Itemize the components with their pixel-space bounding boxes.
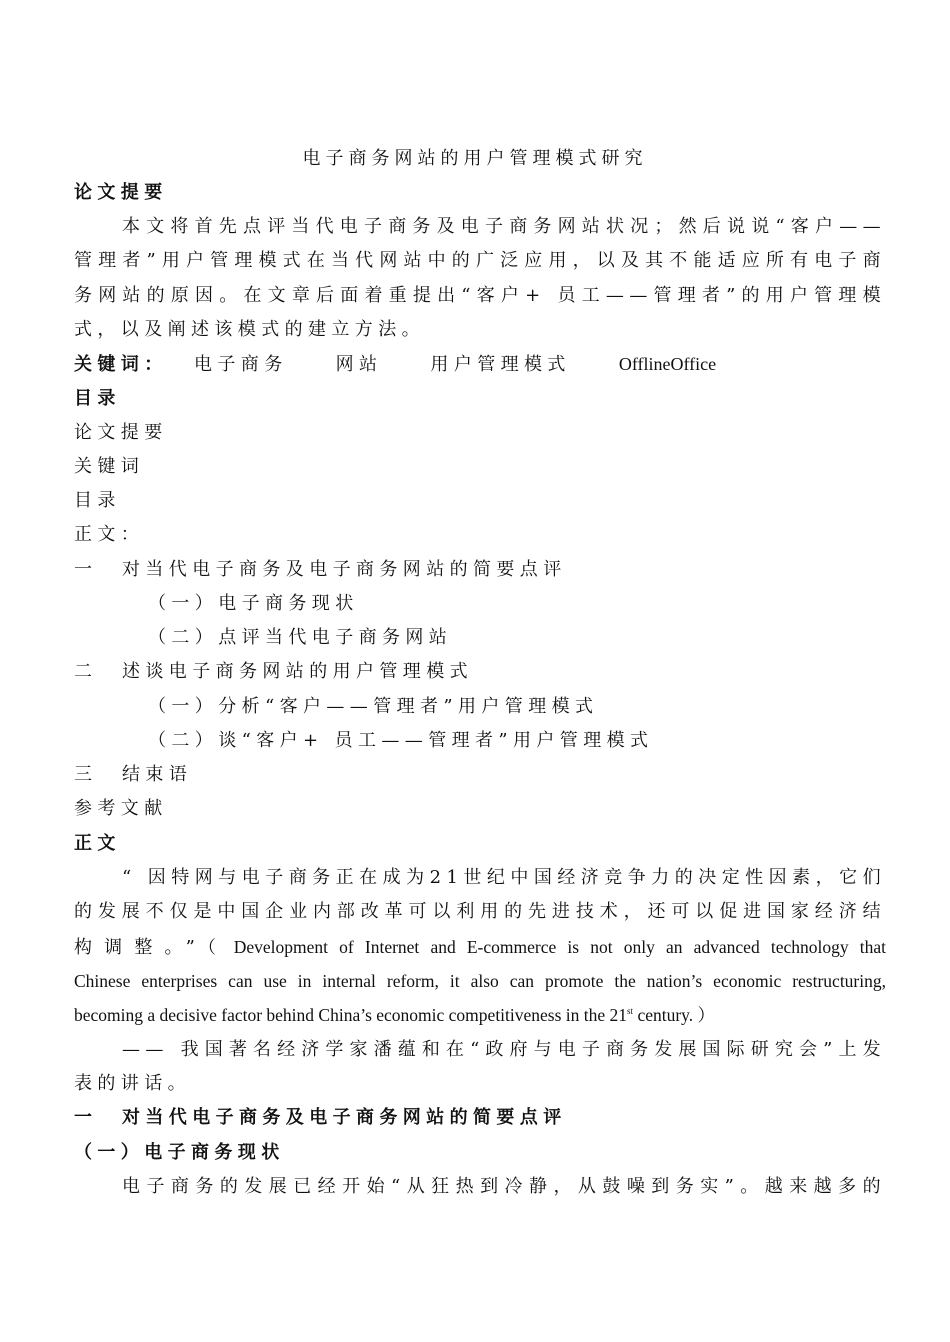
section-title: 对当代电子商务及电子商务网站的简要点评 <box>122 1107 567 1128</box>
toc-item-number: 一 <box>74 559 92 580</box>
toc-item: 关键词 <box>74 456 145 477</box>
keywords-row <box>74 352 886 377</box>
superscript: st <box>627 1006 634 1017</box>
attribution-line: 表的讲话。 <box>74 1073 191 1094</box>
toc-item-text: 对当代电子商务及电子商务网站的简要点评 <box>122 559 567 580</box>
toc-item: 论文提要 <box>74 422 168 443</box>
toc-heading: 目录 <box>74 388 121 409</box>
section-number: 一 <box>74 1107 92 1128</box>
english-text: century. ） <box>633 1005 716 1025</box>
subsection-heading: （一）电子商务现状 <box>74 1142 285 1163</box>
section-heading <box>74 1106 886 1130</box>
toc-item <box>74 558 886 582</box>
keyword: 电子商务 <box>194 354 288 375</box>
abstract-line: 本文将首先点评当代电子商务及电子商务网站状况；然后说说“客户—— <box>122 216 886 237</box>
toc-subitem: （一）分析“客户——管理者”用户管理模式 <box>148 696 599 717</box>
keyword: 用户管理模式 <box>430 354 571 375</box>
toc-item: 参考文献 <box>74 798 168 819</box>
keyword: OfflineOffice <box>618 354 717 374</box>
toc-item-number: 二 <box>74 661 92 682</box>
abstract-line: 务网站的原因。在文章后面着重提出“客户+ 员工——管理者”的用户管理模 <box>74 285 886 306</box>
toc-item-text: 述谈电子商务网站的用户管理模式 <box>122 661 473 682</box>
english-translation-start: （ Development of Internet and E-commerce is not only an advanced technology that <box>200 937 886 957</box>
quote-end: 构调整。” <box>74 937 201 958</box>
toc-item-number: 三 <box>74 764 92 785</box>
document-title: 电子商务网站的用户管理模式研究 <box>302 148 648 169</box>
quote-line: 的发展不仅是中国企业内部改革可以利用的先进技术，还可以促进国家经济结 <box>74 901 886 922</box>
keyword: 网站 <box>335 354 383 375</box>
quote-line <box>74 935 886 960</box>
toc-subitem: （二）点评当代电子商务网站 <box>148 627 453 648</box>
toc-item-text: 结束语 <box>122 764 193 785</box>
toc-item <box>74 660 886 684</box>
quote-line: “ 因特网与电子商务正在成为21世纪中国经济竞争力的决定性因素，它们 <box>122 867 886 888</box>
paragraph-line: 电子商务的发展已经开始“从狂热到冷静，从鼓噪到务实”。越来越多的 <box>122 1176 886 1197</box>
keywords-label: 关键词： <box>74 354 168 375</box>
toc-item: 正文： <box>74 524 145 545</box>
abstract-heading: 论文提要 <box>74 182 168 203</box>
abstract-line: 管理者”用户管理模式在当代网站中的广泛应用，以及其不能适应所有电子商 <box>74 250 886 271</box>
toc-item <box>74 763 886 787</box>
english-translation-line: Chinese enterprises can use in internal reform, it also can promote the nation’s economic restructuring, <box>74 971 886 991</box>
attribution-line: —— 我国著名经济学家潘蕴和在“政府与电子商务发展国际研究会”上发 <box>122 1039 886 1060</box>
toc-item: 目录 <box>74 490 121 511</box>
toc-subitem: （二）谈“客户+ 员工——管理者”用户管理模式 <box>148 730 654 751</box>
english-text: becoming a decisive factor behind China’s economic competitiveness in the 21 <box>74 1005 628 1025</box>
body-heading: 正文 <box>74 833 121 854</box>
abstract-line: 式，以及阐述该模式的建立方法。 <box>74 319 425 340</box>
english-translation-line <box>74 1003 886 1027</box>
toc-subitem: （一）电子商务现状 <box>148 593 359 614</box>
